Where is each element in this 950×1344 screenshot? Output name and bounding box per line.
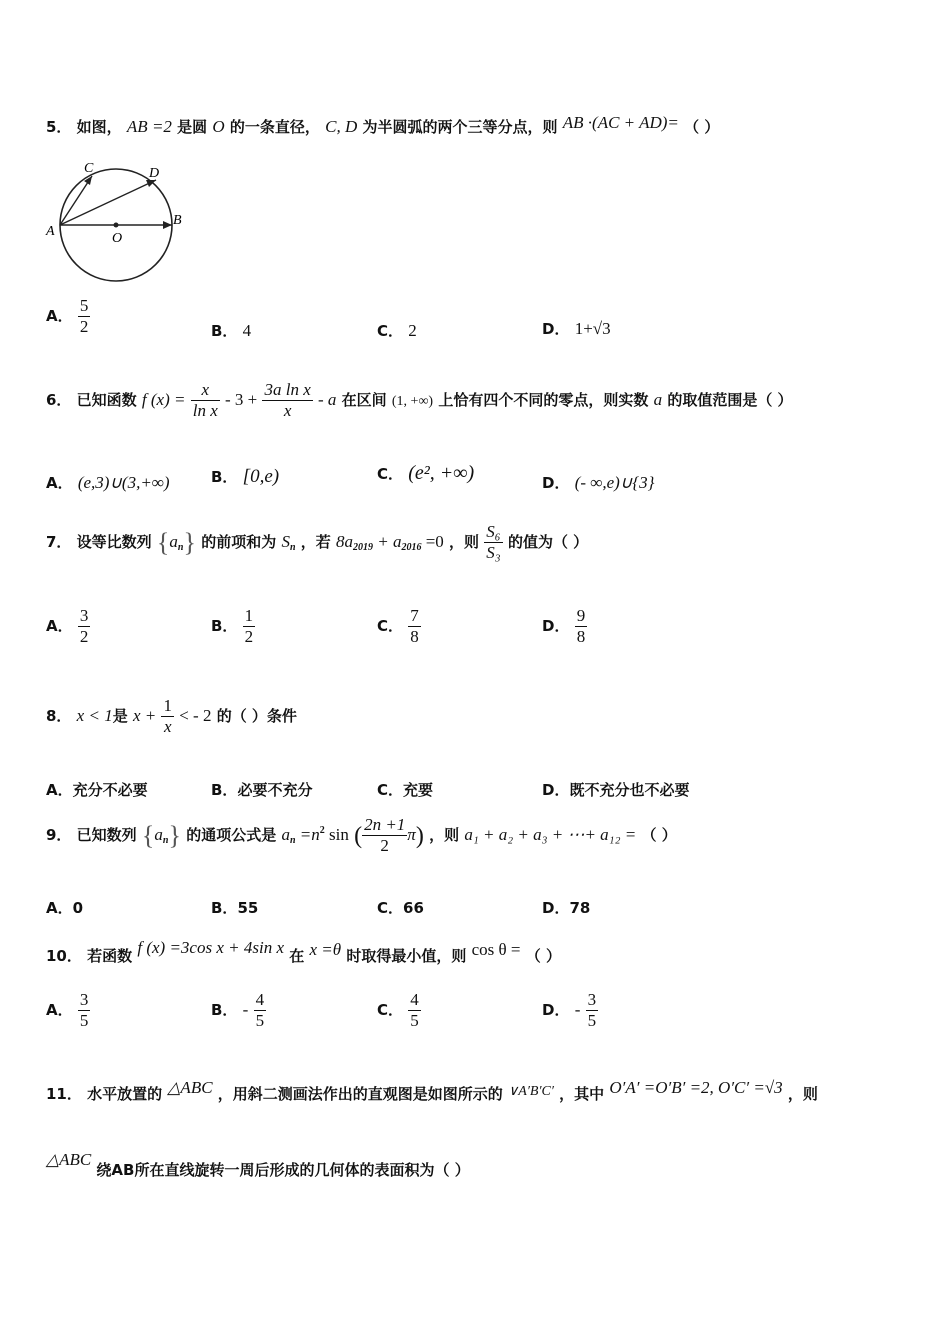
q6-text-2: 上恰有四个不同的零点，则实数 [438, 391, 649, 409]
q7-an-sub: n [177, 542, 184, 553]
option-value: (- ∞,e)∪{3} [574, 473, 655, 492]
q10-option-d[interactable] [542, 990, 598, 1031]
q8-option-b[interactable] [211, 779, 312, 800]
fraction-den: 2 [79, 627, 89, 646]
q5-ab-eq: AB =2 [126, 117, 172, 136]
q8-option-d[interactable] [542, 779, 689, 800]
question-8 [46, 696, 297, 737]
fraction-num: x [191, 380, 220, 401]
fraction [78, 296, 91, 337]
fraction-den: ln x [192, 401, 218, 420]
q11-lead: 水平放置的 [87, 1085, 163, 1103]
option-letter: D． [542, 474, 570, 492]
fraction-den: 2 [380, 836, 389, 855]
fraction-num: 1 [163, 696, 172, 715]
q6-option-b[interactable] [211, 466, 279, 488]
q8-ineq: < - 2 [179, 706, 212, 725]
q6-frac-2 [262, 380, 312, 421]
option-value: 2 [408, 321, 417, 340]
q10-option-a[interactable] [46, 990, 90, 1031]
q5-lead: 如图， [76, 118, 122, 136]
q6-frac-1 [191, 380, 220, 421]
label-a: A [46, 224, 55, 239]
q9-formula-lhs: a [281, 825, 290, 844]
option-value: 66 [403, 899, 424, 917]
q9-sum: a₁ + a₂ + a₃ + ⋯+ a₁₂ = [464, 825, 637, 844]
option-letter: C． [377, 465, 404, 483]
option-letter: B． [211, 468, 238, 486]
fraction-num: 5 [79, 296, 89, 315]
fraction-den: 5 [587, 1011, 597, 1030]
q5-paren: （ ） [684, 118, 720, 136]
q7-text-3: ，则 [449, 533, 480, 551]
option-letter: C． [377, 781, 404, 799]
option-value: [0,e) [242, 466, 280, 487]
q10-xeq: x =θ [309, 940, 342, 959]
q6-lead: 已知函数 [76, 391, 137, 409]
option-value: 必要不充分 [237, 781, 313, 799]
fraction-num: 4 [410, 990, 419, 1009]
q10-paren: （ ） [525, 947, 561, 965]
fraction-den: 5 [255, 1011, 265, 1030]
fraction-num: 3 [79, 990, 89, 1009]
fraction-den: x [163, 717, 172, 736]
q6-tail: - a [317, 390, 337, 409]
q9-formula-sub: n [289, 835, 296, 846]
q8-option-c[interactable] [377, 779, 433, 800]
q11-text-1: ，用斜二测画法作出的直观图是如图所示的 [217, 1085, 503, 1103]
option-letter: D． [542, 617, 570, 635]
paren-close-icon: ) [415, 823, 424, 849]
fraction-num: 3 [587, 990, 597, 1009]
q5-cd: C, D [325, 117, 358, 136]
q11-text-2: ，其中 [559, 1085, 605, 1103]
q7-eq-tail: =0 [421, 532, 444, 551]
q10-fx: f (x) =3cos x + 4sin x [137, 938, 284, 957]
q8-x-plus: x + [132, 706, 157, 725]
fraction-num: 2n +1 [364, 815, 406, 834]
q8-number: 8． [46, 707, 72, 725]
question-7 [46, 522, 588, 563]
question-6 [46, 380, 793, 421]
q7-lead: 设等比数列 [76, 533, 152, 551]
q7-ratio [484, 522, 502, 563]
q5-o: O [212, 117, 225, 136]
option-letter: A． [46, 307, 73, 325]
q7-text-1: 的前项和为 [201, 533, 277, 551]
fraction-num: 1 [244, 606, 254, 625]
brace-open-icon: { [141, 821, 155, 850]
fraction-den: 8 [410, 627, 419, 646]
option-letter: D． [542, 320, 570, 338]
q6-option-c[interactable] [377, 462, 474, 485]
option-letter: A． [46, 617, 73, 635]
q5-option-b[interactable] [211, 320, 251, 341]
q7-an: a [169, 532, 178, 551]
q5-option-d[interactable] [542, 318, 611, 339]
brace-open-icon: { [156, 528, 170, 557]
q9-text-2: ，则 [429, 826, 460, 844]
q8-frac [161, 696, 174, 737]
q10-text-1: 在 [289, 947, 305, 965]
question-11 [46, 1078, 818, 1104]
paren-open-icon: ( [354, 823, 363, 849]
q7-option-c[interactable] [377, 606, 421, 647]
q9-sin: sin [324, 825, 349, 844]
q10-lead: 若函数 [87, 947, 133, 965]
q6-interval: (1, +∞) [391, 394, 434, 409]
q9-pi: π [407, 825, 416, 844]
q5-option-a[interactable] [46, 296, 90, 337]
fraction-den: x [283, 401, 292, 420]
q11-text-3: ，则 [787, 1085, 818, 1103]
fraction-num: 9 [576, 606, 586, 625]
q10-text-2: 时取得最小值，则 [346, 947, 467, 965]
option-value: 充要 [403, 781, 434, 799]
q7-plus: + a [372, 532, 402, 551]
q9-paren: （ ） [641, 826, 677, 844]
q6-text-3: 的取值范围是（ ） [667, 391, 793, 409]
q10-option-c[interactable] [377, 990, 421, 1031]
arrow-b [163, 221, 172, 229]
label-d: D [149, 166, 160, 181]
q7-text-2: ，若 [300, 533, 331, 551]
q9-option-b[interactable] [211, 897, 258, 918]
option-letter: B． [211, 1001, 238, 1019]
q7-option-a[interactable] [46, 606, 90, 647]
q9-text-1: 的通项公式是 [186, 826, 277, 844]
option-value: 0 [72, 899, 84, 917]
fraction-num: 7 [410, 606, 419, 625]
q5-expr: AB ·(AC + AD)= [562, 113, 679, 132]
brace-close-icon: } [183, 528, 196, 557]
q8-cond: x < 1 [76, 706, 113, 725]
option-value: 既不充分也不必要 [569, 781, 690, 799]
option-letter: A． [46, 781, 73, 799]
q7-option-b[interactable] [211, 606, 255, 647]
q8-option-a[interactable] [46, 779, 148, 800]
q7-sn: S [281, 532, 290, 551]
q7-text-4: 的值为（ ） [507, 533, 589, 551]
fraction [408, 606, 421, 647]
q6-option-a[interactable] [46, 472, 170, 493]
q7-sn-sub: n [289, 542, 296, 553]
q9-an-sub: n [162, 835, 169, 846]
q7-number: 7． [46, 533, 72, 551]
q7-eq1: 8a [335, 532, 353, 551]
fraction [408, 990, 421, 1031]
option-letter: A． [46, 1001, 73, 1019]
q7-eq2-sub: 2016 [401, 542, 422, 553]
circle-diagram [44, 158, 194, 288]
q5-text-3: 为半圆弧的两个三等分点，则 [362, 118, 558, 136]
option-value: 4 [242, 321, 252, 340]
option-letter: A． [46, 474, 73, 492]
q9-squared: 2 [319, 825, 325, 836]
q6-number: 6． [46, 391, 72, 409]
q6-a: a [653, 390, 663, 409]
q9-lead: 已知数列 [76, 826, 137, 844]
q11-number: 11． [46, 1085, 82, 1103]
q6-fx: f (x) = [141, 390, 186, 409]
q10-option-b[interactable] [211, 990, 266, 1031]
q9-number: 9． [46, 826, 72, 844]
option-letter: B． [211, 322, 238, 340]
fraction [254, 990, 267, 1031]
option-sign: - [242, 1000, 249, 1019]
option-letter: D． [542, 781, 570, 799]
option-letter: C． [377, 899, 404, 917]
q5-option-c[interactable] [377, 320, 417, 341]
option-value: 78 [569, 899, 591, 917]
fraction-num: 3a ln x [264, 380, 311, 399]
q9-an: a [154, 825, 163, 844]
q5-number: 5． [46, 118, 72, 136]
q9-frac [362, 815, 407, 856]
option-letter: D． [542, 1001, 570, 1019]
fraction-num: 3 [79, 606, 89, 625]
q11-tri2: ∨A′B′C′ [508, 1084, 554, 1099]
question-11-line-2 [46, 1150, 470, 1180]
option-value: (e,3)∪(3,+∞) [77, 473, 170, 492]
fraction-den: 2 [79, 317, 89, 336]
option-letter: B． [211, 899, 238, 917]
option-value: (e², +∞) [408, 462, 475, 484]
option-letter: C． [377, 617, 404, 635]
label-o: O [112, 231, 123, 246]
q7-option-d[interactable] [542, 606, 587, 647]
fraction-den: 2 [244, 627, 254, 646]
q9-option-a[interactable] [46, 897, 83, 918]
fraction [586, 990, 599, 1031]
q10-cos: cos θ = [471, 940, 521, 959]
label-b: B [173, 213, 182, 228]
fraction-den: S₃ [486, 543, 501, 562]
question-10 [46, 938, 561, 966]
q9-formula-mid: =n [295, 825, 320, 844]
q8-text-1: 是 [112, 707, 128, 725]
question-5 [46, 113, 719, 137]
option-value: 55 [237, 899, 259, 917]
q9-option-d[interactable] [542, 897, 590, 918]
q7-eq1-sub: 2019 [352, 542, 373, 553]
option-sign: - [574, 1000, 581, 1019]
q11-cond: O′A′ =O′B′ =2, O′C′ =√3 [609, 1078, 783, 1097]
fraction [243, 606, 256, 647]
option-letter: B． [211, 617, 238, 635]
q5-text-1: 是圆 [177, 118, 208, 136]
question-9 [46, 815, 677, 856]
q6-text-1: 在区间 [341, 391, 387, 409]
fraction-num: S₆ [486, 522, 501, 541]
q11-line2-text: 绕AB所在直线旋转一周后形成的几何体的表面积为（ ） [96, 1161, 470, 1179]
brace-close-icon: } [168, 821, 181, 850]
q5-text-2: 的一条直径， [229, 118, 320, 136]
option-letter: D． [542, 899, 570, 917]
fraction-den: 8 [576, 627, 586, 646]
q6-mid: - 3 + [224, 390, 258, 409]
label-c: C [84, 161, 94, 176]
fraction-den: 5 [410, 1011, 419, 1030]
q6-option-d[interactable] [542, 472, 654, 493]
q11-tri: △ABC [167, 1078, 213, 1097]
fraction [78, 990, 91, 1031]
q11-line2-tri: △ABC [46, 1150, 92, 1169]
option-value: 1+√3 [574, 319, 611, 338]
option-letter: B． [211, 781, 238, 799]
option-letter: C． [377, 1001, 404, 1019]
option-letter: A． [46, 899, 73, 917]
q10-number: 10． [46, 947, 82, 965]
fraction-den: 5 [79, 1011, 89, 1030]
fraction-num: 4 [255, 990, 265, 1009]
fraction [78, 606, 91, 647]
option-value: 充分不必要 [72, 781, 148, 799]
option-letter: C． [377, 322, 404, 340]
q9-option-c[interactable] [377, 897, 424, 918]
q8-text-2: 的（ ）条件 [216, 707, 297, 725]
fraction [575, 606, 588, 647]
center-point [114, 223, 119, 228]
